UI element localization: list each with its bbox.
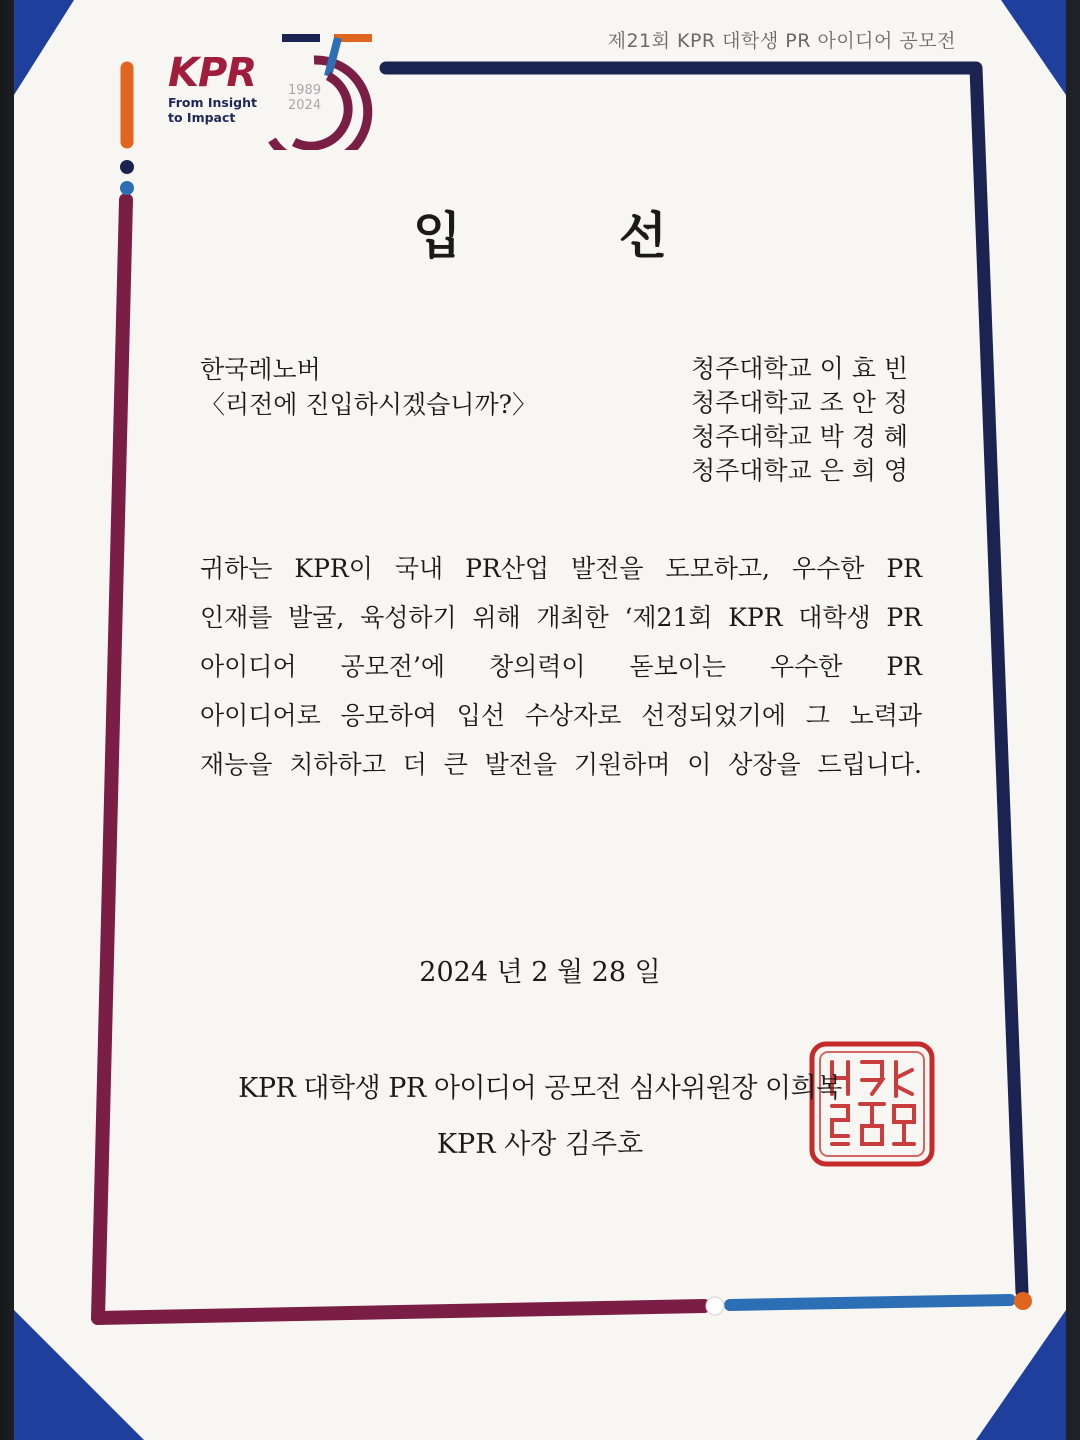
winner-item: 청주대학교 은 희 영 xyxy=(690,456,908,485)
certificate xyxy=(14,0,1066,1440)
winner-item: 청주대학교 조 안 정 xyxy=(690,388,908,417)
winner-item: 청주대학교 이 효 빈 xyxy=(690,354,908,383)
kpr-35th-logo xyxy=(154,30,394,150)
project-team: 한국레노버 xyxy=(200,355,321,384)
project-info xyxy=(200,352,537,422)
citation-line: 인재를 발굴, 육성하기 위해 개최한 ‘제21회 KPR 대학생 PR xyxy=(200,603,922,632)
logo-wordmark: KPR xyxy=(168,50,257,96)
award-date: 2024 년 2 월 28 일 xyxy=(419,957,661,988)
winner-item: 청주대학교 박 경 혜 xyxy=(690,422,908,451)
project-name: 〈리전에 진입하시겠습니까?〉 xyxy=(200,390,538,419)
president-signature-line: KPR 사장 김주호 xyxy=(436,1129,644,1160)
logo-years xyxy=(288,83,321,113)
competition-header: 제21회 KPR 대학생 PR 아이디어 공모전 xyxy=(607,30,956,52)
logo-year-end: 2024 xyxy=(288,98,322,113)
winner-list xyxy=(691,352,908,488)
citation-text xyxy=(200,544,922,789)
logo-year-start: 1989 xyxy=(288,83,322,98)
citation-line: 귀하는 KPR이 국내 PR산업 발전을 도모하고, 우수한 PR xyxy=(200,554,922,583)
logo-tagline-line2: to Impact xyxy=(168,110,236,125)
award-title: 입 선 xyxy=(412,207,667,265)
judge-signature-line: KPR 대학생 PR 아이디어 공모전 심사위원장 이희복 xyxy=(238,1073,842,1104)
citation-line: 아이디어 공모전’에 창의력이 돋보이는 우수한 PR xyxy=(200,652,922,681)
logo-35-emblem-icon xyxy=(254,30,394,150)
citation-line: 아이디어로 응모하여 입선 수상자로 선정되었기에 그 노력과 xyxy=(200,701,922,730)
logo-tagline xyxy=(168,95,257,125)
citation-line: 재능을 치하하고 더 큰 발전을 기원하며 이 상장을 드립니다. xyxy=(200,750,922,779)
logo-tagline-line1: From Insight xyxy=(168,95,257,110)
